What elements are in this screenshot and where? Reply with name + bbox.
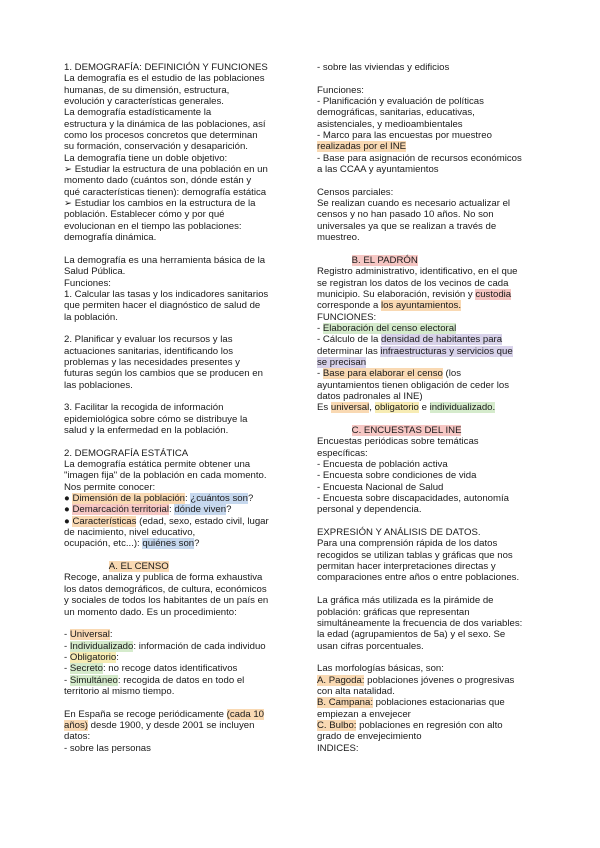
text-line: [64, 470, 290, 481]
text-line: [64, 675, 290, 686]
text-segment: futuras según los cambios que se producen en: [64, 368, 263, 380]
text-segment: Se realizan cuando es necesario actualizar el: [317, 198, 511, 210]
text-segment: (edad, sexo, estado civil, lugar: [136, 515, 269, 527]
text-segment: ?: [247, 493, 254, 505]
text-line: [64, 96, 290, 107]
text-segment: estructura y la dinámica de las poblaciones, así: [64, 118, 266, 130]
text-segment: Es: [317, 402, 331, 414]
text-line: [64, 629, 290, 640]
text-line: [317, 266, 543, 277]
text-line: [64, 448, 290, 459]
text-line: [64, 346, 290, 357]
text-line: [317, 572, 543, 583]
text-line: [317, 198, 543, 209]
text-line: [64, 720, 290, 731]
highlighted-text: Simultáneo: [69, 674, 118, 686]
text-segment: - Encuesta sobre condiciones de vida: [317, 470, 477, 482]
text-line: [317, 527, 543, 538]
text-line: [317, 482, 543, 493]
text-segment: INDICES:: [317, 742, 359, 754]
text-segment: con alta natalidad.: [317, 685, 395, 697]
highlighted-text: quiénes son: [142, 538, 195, 550]
blank-line: [64, 323, 290, 334]
text-segment: a las CCAA y ayuntamientos: [317, 164, 439, 176]
text-segment: - Planificación y evaluación de políticas: [317, 96, 484, 108]
text-line: [64, 312, 290, 323]
text-segment: ●: [64, 493, 73, 505]
text-segment: epidemiológica sobre cómo se distribuye la: [64, 413, 248, 425]
text-segment: ➢ Estudiar los cambios en la estructura de la: [64, 198, 256, 210]
text-line: [64, 175, 290, 186]
text-segment: [317, 255, 352, 266]
text-segment: : información de cada individuo: [133, 640, 266, 652]
text-line: [64, 743, 290, 754]
text-line: [317, 709, 543, 720]
text-line: [317, 641, 543, 652]
text-segment: territorio al mismo tiempo.: [64, 685, 175, 697]
text-line: [317, 221, 543, 232]
text-line: [317, 720, 543, 731]
highlighted-text: Secreto: [69, 663, 103, 675]
highlighted-text: Individualizado: [69, 640, 134, 652]
text-line: [317, 323, 543, 334]
text-segment: censos y no han pasado 10 años. No son: [317, 209, 494, 221]
text-segment: permitan hacer interpretaciones directas y: [317, 561, 496, 573]
text-line: [64, 255, 290, 266]
highlighted-text: universal: [330, 402, 370, 414]
text-line: [64, 516, 290, 527]
blank-line: [317, 244, 543, 255]
text-line: [317, 130, 543, 141]
text-segment: muestreo.: [317, 232, 360, 244]
text-segment: demografía dinámica.: [64, 232, 157, 244]
blank-line: [317, 652, 543, 663]
text-line: [64, 198, 290, 209]
text-segment: Funciones:: [64, 277, 111, 289]
text-line: [64, 62, 290, 73]
text-line: [317, 119, 543, 130]
text-line: [317, 62, 543, 73]
highlighted-text: dónde viven: [174, 504, 227, 516]
text-segment: las poblaciones.: [64, 379, 133, 391]
text-segment: específicas:: [317, 447, 368, 459]
text-segment: personal y dependencia.: [317, 504, 422, 516]
blank-line: [64, 697, 290, 708]
text-line: [64, 731, 290, 742]
text-segment: :: [185, 493, 191, 505]
text-segment: Las morfologías básicas, son:: [317, 663, 444, 675]
text-segment: salud y la enfermedad en la población.: [64, 425, 229, 436]
highlighted-text: (cada 10: [226, 708, 265, 720]
text-line: [64, 300, 290, 311]
text-segment: Recoge, analiza y publica de forma exhaustiva: [64, 572, 263, 584]
text-line: [317, 96, 543, 107]
text-line: [64, 232, 290, 243]
text-segment: [64, 561, 109, 572]
text-line: [64, 686, 290, 697]
text-line: [317, 629, 543, 640]
text-segment: :: [116, 651, 119, 663]
text-line: [64, 402, 290, 413]
text-line: [317, 278, 543, 289]
text-segment: asistenciales, y medioambientales: [317, 118, 463, 130]
text-segment: Encuestas periódicas sobre temáticas: [317, 436, 479, 448]
text-line: [64, 425, 290, 436]
text-segment: qué características tienen): demografía estática: [64, 186, 267, 198]
text-line: [64, 652, 290, 663]
text-line: [317, 618, 543, 629]
text-segment: evolucionan en el tiempo las poblaciones:: [64, 220, 242, 232]
text-segment: población: gráficas que representan: [317, 606, 470, 618]
text-line: [317, 561, 543, 572]
text-line: [64, 107, 290, 118]
text-line: [64, 561, 290, 572]
highlighted-text: Características: [72, 515, 137, 527]
text-line: [317, 663, 543, 674]
text-line: [64, 119, 290, 130]
text-segment: se registran los datos de los vecinos de cada: [317, 277, 509, 289]
text-line: [317, 334, 543, 345]
text-segment: - sobre las viviendas y edificios: [317, 62, 450, 73]
text-line: [64, 334, 290, 345]
text-line: [317, 153, 543, 164]
text-segment: poblaciones jóvenes o progresivas: [364, 674, 515, 686]
text-line: [317, 209, 543, 220]
text-segment: recogidos se utilizan tablas y gráficas que nos: [317, 549, 513, 561]
text-segment: 1. DEMOGRAFÍA: DEFINICIÓN Y FUNCIONES: [64, 62, 268, 73]
highlighted-text: A. EL CENSO: [108, 561, 169, 573]
text-segment: Salud Pública.: [64, 266, 126, 278]
text-segment: determinar las: [317, 345, 381, 357]
highlighted-text: años): [64, 719, 88, 731]
text-line: [317, 402, 543, 413]
text-line: [64, 504, 290, 515]
text-segment: Censos parciales:: [317, 186, 394, 198]
text-segment: La gráfica más utilizada es la pirámide de: [317, 595, 494, 607]
text-segment: FUNCIONES:: [317, 311, 377, 323]
text-line: [317, 607, 543, 618]
text-line: [64, 572, 290, 583]
blank-line: [317, 175, 543, 186]
text-line: [64, 130, 290, 141]
highlighted-text: ¿cuántos son: [190, 493, 248, 505]
text-line: [64, 607, 290, 618]
text-line: [64, 357, 290, 368]
text-segment: un momento dado. Es un procedimiento:: [64, 606, 237, 618]
text-segment: : recogida de datos en todo el: [117, 674, 245, 686]
text-line: [317, 380, 543, 391]
blank-line: [64, 391, 290, 402]
text-segment: La demografía tiene un doble objetivo:: [64, 152, 228, 164]
text-segment: -: [317, 322, 323, 334]
highlighted-text: Base para elaborar el censo: [322, 368, 443, 380]
text-segment: 3. Facilitar la recogida de información: [64, 402, 224, 414]
blank-line: [64, 244, 290, 255]
text-segment: como los procesos concretos que determinan: [64, 130, 258, 142]
text-segment: municipio. Su elaboración, revisión y: [317, 288, 476, 300]
text-line: [64, 164, 290, 175]
text-segment: La demografía estática permite obtener una: [64, 459, 251, 471]
text-segment: ➢ Estudiar la estructura de una población en un: [64, 164, 268, 176]
text-segment: ●: [64, 515, 73, 527]
text-segment: - Marco para las encuestas por muestreo: [317, 130, 492, 142]
text-line: [317, 425, 543, 436]
text-line: [64, 527, 290, 538]
text-segment: datos padronales al INE): [317, 390, 423, 402]
text-line: [64, 153, 290, 164]
text-line: [317, 697, 543, 708]
text-segment: la edad (agrupamientos de 5a) y el sexo. Se: [317, 629, 506, 641]
text-segment: humanas, de su dimensión, estructura,: [64, 84, 230, 96]
text-segment: su formación, conservación y desaparición.: [64, 141, 248, 153]
highlighted-text: C. Bulbo:: [317, 719, 357, 731]
text-line: [317, 504, 543, 515]
text-segment: "imagen fija" de la población en cada momento.: [64, 470, 267, 482]
text-line: [64, 459, 290, 470]
text-line: [317, 368, 543, 379]
text-line: [64, 482, 290, 493]
text-segment: -: [64, 651, 70, 663]
text-segment: La demografía es una herramienta básica de la: [64, 254, 266, 266]
text-line: [317, 141, 543, 152]
text-line: [317, 164, 543, 175]
text-segment: 2. Planificar y evaluar los recursos y las: [64, 334, 233, 346]
text-segment: la población.: [64, 311, 118, 323]
text-line: [317, 255, 543, 266]
text-segment: que permiten hacer el diagnóstico de salud de: [64, 300, 261, 312]
text-segment: Funciones:: [317, 84, 364, 96]
text-line: [64, 266, 290, 277]
text-line: [317, 357, 543, 368]
text-line: [64, 641, 290, 652]
text-line: [317, 436, 543, 447]
text-line: [64, 368, 290, 379]
highlighted-text: Obligatorio: [69, 651, 117, 663]
highlighted-text: Demarcación territorial: [72, 504, 169, 516]
text-segment: La demografía estadísticamente la: [64, 107, 212, 119]
blank-line: [317, 73, 543, 84]
highlighted-text: obligatorio: [374, 402, 419, 414]
text-segment: -: [64, 629, 70, 641]
text-line: [317, 538, 543, 549]
text-segment: comparaciones entre años o entre poblaciones.: [317, 572, 520, 584]
text-line: [317, 107, 543, 118]
highlighted-text: Elaboración del censo electoral: [322, 322, 457, 334]
text-line: [64, 709, 290, 720]
text-segment: grado de envejecimiento: [317, 731, 422, 743]
text-segment: desde 1900, y desde 2001 se incluyen: [88, 719, 255, 731]
text-segment: :: [168, 504, 175, 516]
text-line: [317, 187, 543, 198]
text-line: [317, 675, 543, 686]
text-segment: 1. Calcular las tasas y los indicadores sanitarios: [64, 288, 269, 300]
text-segment: (los: [442, 368, 461, 380]
text-segment: ?: [194, 538, 200, 550]
text-segment: -: [64, 674, 70, 686]
text-segment: ocupación, etc...):: [64, 538, 143, 550]
highlighted-text: Universal: [69, 629, 110, 641]
text-line: [317, 493, 543, 504]
text-line: [317, 550, 543, 561]
text-line: [64, 73, 290, 84]
text-line: [64, 209, 290, 220]
text-line: [64, 85, 290, 96]
highlighted-text: individualizado.: [429, 402, 496, 414]
text-line: [317, 743, 543, 754]
text-line: [64, 414, 290, 425]
blank-line: [317, 414, 543, 425]
highlighted-text: densidad de habitantes para: [381, 334, 503, 346]
text-segment: : no recoge datos identificativos: [102, 663, 238, 675]
text-segment: - Encuesta Nacional de Salud: [317, 481, 444, 493]
text-line: [64, 595, 290, 606]
highlighted-text: A. Pagoda:: [317, 674, 365, 686]
text-segment: - Cálculo de la: [317, 334, 381, 346]
text-line: [64, 187, 290, 198]
text-line: [317, 300, 543, 311]
text-line: [317, 232, 543, 243]
text-segment: La demografía es el estudio de las poblaciones: [64, 73, 265, 85]
left-column: [64, 62, 290, 754]
text-segment: poblaciones estacionarias que: [373, 697, 505, 709]
text-line: [317, 391, 543, 402]
highlighted-text: los ayuntamientos.: [381, 300, 461, 312]
text-segment: momento dado (cuántos son, dónde están y: [64, 175, 252, 187]
text-segment: poblaciones en regresión con alto: [356, 719, 503, 731]
highlighted-text: realizadas por el INE: [317, 141, 407, 153]
text-line: [317, 595, 543, 606]
text-line: [317, 686, 543, 697]
text-line: [317, 459, 543, 470]
highlighted-text: C. ENCUESTAS DEL INE: [351, 425, 462, 436]
blank-line: [64, 436, 290, 447]
text-segment: [317, 425, 352, 436]
text-line: [317, 346, 543, 357]
text-segment: Nos permite conocer:: [64, 481, 156, 493]
text-segment: empiezan a envejecer: [317, 708, 411, 720]
text-line: [64, 493, 290, 504]
text-segment: de nacimiento, nivel educativo,: [64, 527, 196, 539]
blank-line: [317, 584, 543, 595]
text-line: [317, 85, 543, 96]
text-segment: ●: [64, 504, 73, 516]
text-segment: evolución y características generales.: [64, 96, 224, 108]
text-segment: Registro administrativo, identificativo, en el que: [317, 266, 518, 278]
text-segment: En España se recoge periódicamente: [64, 708, 227, 720]
text-segment: los datos demográficos, de cultura, económicos: [64, 583, 267, 595]
text-segment: -: [317, 368, 323, 380]
text-segment: ayuntamientos tienen obligación de ceder los: [317, 379, 510, 391]
text-line: [64, 538, 290, 549]
text-segment: y sociales de todos los habitantes de un país en: [64, 595, 269, 607]
text-segment: -: [64, 640, 70, 652]
text-line: [64, 141, 290, 152]
text-line: [317, 448, 543, 459]
text-line: [64, 663, 290, 674]
highlighted-text: se precisan: [317, 356, 367, 368]
text-line: [317, 731, 543, 742]
text-line: [317, 470, 543, 481]
highlighted-text: B. EL PADRÓN: [351, 254, 418, 266]
text-segment: Para una comprensión rápida de los datos: [317, 538, 498, 550]
text-segment: :: [109, 629, 113, 641]
text-segment: universales ya que se realizan a través de: [317, 220, 497, 232]
blank-line: [64, 618, 290, 629]
text-segment: demográficas, sanitarias, educativas,: [317, 107, 475, 119]
right-column: [317, 62, 543, 754]
text-segment: ,: [369, 402, 375, 414]
text-segment: - Base para asignación de recursos económicos: [317, 152, 522, 164]
text-segment: - sobre las personas: [64, 742, 151, 754]
highlighted-text: custodia: [475, 288, 512, 300]
highlighted-text: Dimensión de la población: [72, 493, 185, 505]
text-segment: - Encuesta sobre discapacidades, autonomía: [317, 493, 509, 505]
text-segment: simultáneamente la frecuencia de dos variables:: [317, 617, 523, 629]
highlighted-text: B. Campana:: [317, 697, 373, 709]
text-segment: e: [418, 402, 430, 414]
text-segment: -: [64, 663, 70, 675]
text-segment: - Encuesta de población activa: [317, 459, 448, 471]
text-line: [64, 289, 290, 300]
text-segment: usan cifras porcentuales.: [317, 640, 424, 652]
text-segment: 2. DEMOGRAFÍA ESTÁTICA: [64, 447, 189, 459]
text-segment: actuaciones sanitarias, identificando los: [64, 345, 234, 357]
text-segment: EXPRESIÓN Y ANÁLISIS DE DATOS.: [317, 527, 481, 539]
text-segment: problemas y las necesidades presentes y: [64, 356, 240, 368]
text-line: [317, 312, 543, 323]
text-segment: población. Establecer cómo y por qué: [64, 209, 225, 221]
text-line: [64, 380, 290, 391]
text-line: [317, 289, 543, 300]
highlighted-text: infraestructuras y servicios que: [380, 345, 513, 357]
text-line: [64, 221, 290, 232]
text-segment: corresponde a: [317, 300, 381, 312]
text-segment: ?: [226, 504, 232, 516]
text-segment: datos:: [64, 731, 91, 743]
blank-line: [317, 516, 543, 527]
text-line: [64, 278, 290, 289]
blank-line: [64, 550, 290, 561]
text-line: [64, 584, 290, 595]
